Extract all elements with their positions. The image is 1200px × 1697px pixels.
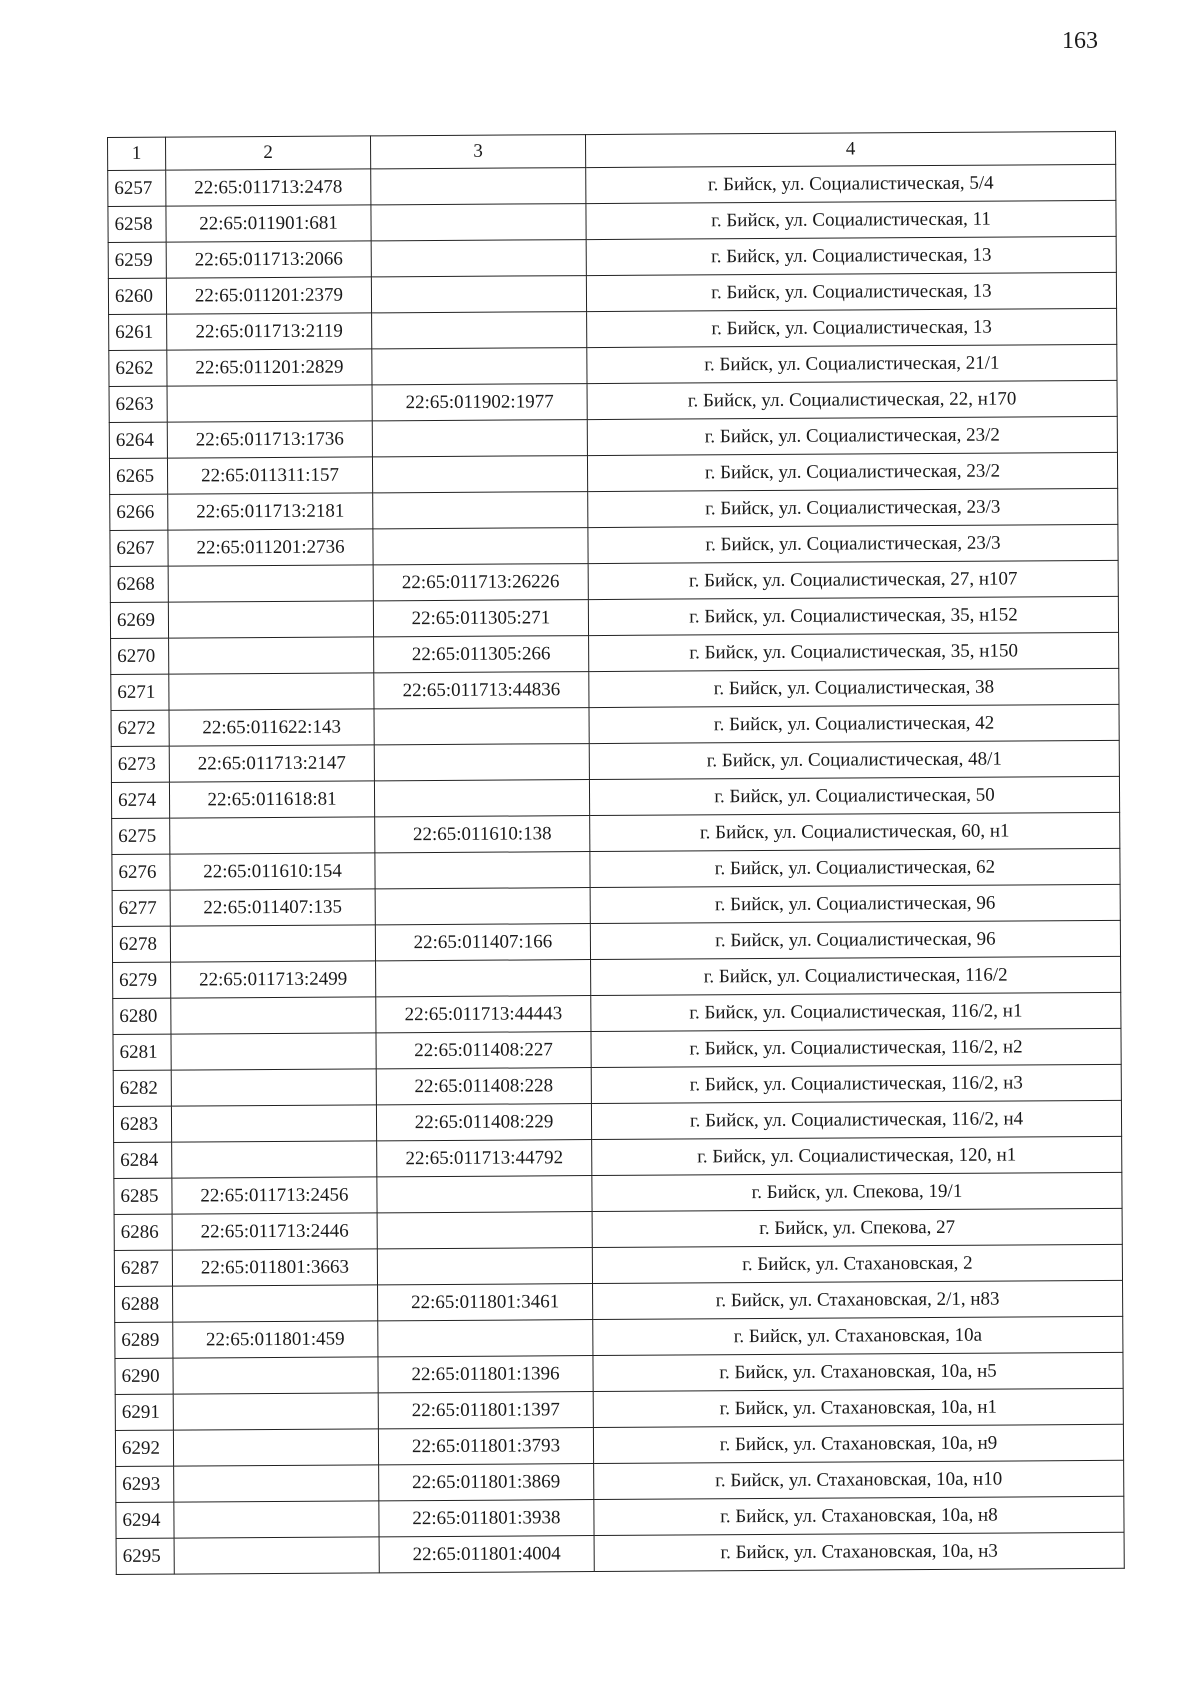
table-row — [112, 848, 1120, 890]
table-row — [109, 416, 1117, 458]
column-header-2: 2 — [166, 136, 371, 170]
row-number-cell: 6292 — [115, 1430, 173, 1466]
row-number-cell: 6267 — [110, 530, 168, 566]
address-cell: г. Бийск, ул. Социалистическая, 50 — [589, 776, 1119, 815]
row-number-cell: 6289 — [115, 1322, 173, 1358]
cadastral-number-alt-cell: 22:65:011801:3461 — [378, 1284, 593, 1321]
table-row — [116, 1532, 1124, 1574]
cadastral-number-alt-cell: 22:65:011801:3869 — [379, 1464, 594, 1501]
cadastral-number-cell: 22:65:011713:2456 — [172, 1177, 377, 1214]
row-number-cell: 6263 — [109, 386, 167, 422]
table-row — [111, 632, 1119, 674]
row-number-cell: 6274 — [111, 782, 169, 818]
address-cell: г. Бийск, ул. Социалистическая, 116/2, н2 — [591, 1028, 1121, 1067]
address-cell: г. Бийск, ул. Спекова, 27 — [592, 1208, 1122, 1247]
cadastral-number-alt-cell — [376, 960, 591, 997]
cadastral-number-cell: 22:65:011713:2446 — [172, 1213, 377, 1250]
address-cell: г. Бийск, ул. Стахановская, 10а, н5 — [593, 1352, 1123, 1391]
cadastral-number-cell — [171, 997, 376, 1034]
cadastral-number-cell — [171, 1069, 376, 1106]
address-cell: г. Бийск, ул. Социалистическая, 116/2, н3 — [591, 1064, 1121, 1103]
column-header-3: 3 — [370, 135, 585, 169]
row-number-cell: 6278 — [112, 926, 170, 962]
table-row — [115, 1424, 1123, 1466]
table-row — [109, 344, 1117, 386]
address-cell: г. Бийск, ул. Социалистическая, 23/3 — [588, 488, 1118, 527]
row-number-cell: 6282 — [113, 1070, 171, 1106]
address-cell: г. Бийск, ул. Социалистическая, 116/2, н1 — [591, 992, 1121, 1031]
cadastral-number-alt-cell — [374, 744, 589, 781]
cadastral-number-cell — [169, 673, 374, 710]
cadastral-number-cell — [170, 925, 375, 962]
cadastral-number-cell: 22:65:011201:2829 — [167, 349, 372, 386]
table-row — [109, 452, 1117, 494]
address-cell: г. Бийск, ул. Социалистическая, 96 — [590, 884, 1120, 923]
cadastral-number-alt-cell — [375, 852, 590, 889]
cadastral-number-cell: 22:65:011713:2499 — [171, 961, 376, 998]
address-cell: г. Бийск, ул. Социалистическая, 13 — [586, 236, 1116, 275]
cadastral-number-alt-cell: 22:65:011801:3938 — [379, 1500, 594, 1537]
table-row — [115, 1352, 1123, 1394]
row-number-cell: 6281 — [113, 1034, 171, 1070]
cadastral-number-alt-cell — [372, 456, 587, 493]
row-number-cell: 6287 — [114, 1250, 172, 1286]
address-cell: г. Бийск, ул. Стахановская, 10а, н8 — [594, 1496, 1124, 1535]
table-row — [113, 992, 1121, 1034]
table-row — [110, 488, 1118, 530]
cadastral-number-alt-cell: 22:65:011408:228 — [376, 1068, 591, 1105]
cadastral-number-cell: 22:65:011713:2147 — [169, 745, 374, 782]
cadastral-number-cell: 22:65:011618:81 — [169, 781, 374, 818]
address-cell: г. Бийск, ул. Спекова, 19/1 — [592, 1172, 1122, 1211]
cadastral-number-alt-cell — [378, 1320, 593, 1357]
cadastral-number-alt-cell: 22:65:011407:166 — [375, 924, 590, 961]
cadastral-number-cell: 22:65:011407:135 — [170, 889, 375, 926]
table-row — [110, 596, 1118, 638]
address-cell: г. Бийск, ул. Стахановская, 10а, н1 — [593, 1388, 1123, 1427]
table-row — [113, 1064, 1121, 1106]
table-row — [108, 200, 1116, 242]
table-row — [114, 1208, 1122, 1250]
table-row — [110, 524, 1118, 566]
cadastral-number-cell: 22:65:011713:1736 — [167, 421, 372, 458]
table-row — [109, 380, 1117, 422]
address-cell: г. Бийск, ул. Социалистическая, 120, н1 — [592, 1136, 1122, 1175]
cadastral-number-alt-cell — [372, 420, 587, 457]
cadastral-number-alt-cell: 22:65:011801:3793 — [378, 1428, 593, 1465]
address-cell: г. Бийск, ул. Стахановская, 10а, н10 — [594, 1460, 1124, 1499]
address-cell: г. Бийск, ул. Социалистическая, 116/2, н4 — [591, 1100, 1121, 1139]
table-row — [115, 1316, 1123, 1358]
table-row — [114, 1136, 1122, 1178]
table-row — [108, 164, 1116, 206]
cadastral-number-cell — [172, 1141, 377, 1178]
row-number-cell: 6275 — [112, 818, 170, 854]
cadastral-number-cell: 22:65:011201:2379 — [166, 277, 371, 314]
address-cell: г. Бийск, ул. Социалистическая, 116/2 — [591, 956, 1121, 995]
cadastral-number-alt-cell: 22:65:011713:26226 — [373, 564, 588, 601]
table-row — [116, 1460, 1124, 1502]
table-row — [112, 884, 1120, 926]
cadastral-number-alt-cell: 22:65:011801:4004 — [379, 1536, 594, 1573]
cadastral-number-cell — [174, 1537, 379, 1574]
row-number-cell: 6286 — [114, 1214, 172, 1250]
row-number-cell: 6270 — [111, 638, 169, 674]
cadastral-number-alt-cell: 22:65:011713:44792 — [377, 1140, 592, 1177]
cadastral-number-alt-cell — [371, 240, 586, 277]
address-cell: г. Бийск, ул. Социалистическая, 42 — [589, 704, 1119, 743]
cadastral-number-alt-cell: 22:65:011610:138 — [375, 816, 590, 853]
cadastral-number-alt-cell: 22:65:011305:271 — [373, 600, 588, 637]
address-cell: г. Бийск, ул. Социалистическая, 23/2 — [587, 452, 1117, 491]
table-row — [112, 920, 1120, 962]
cadastral-number-cell: 22:65:011901:681 — [166, 205, 371, 242]
cadastral-number-cell — [173, 1429, 378, 1466]
cadastral-number-cell — [171, 1105, 376, 1142]
row-number-cell: 6291 — [115, 1394, 173, 1430]
cadastral-number-alt-cell — [373, 492, 588, 529]
cadastral-number-alt-cell — [372, 348, 587, 385]
cadastral-number-cell: 22:65:011610:154 — [170, 853, 375, 890]
row-number-cell: 6295 — [116, 1538, 174, 1574]
address-cell: г. Бийск, ул. Социалистическая, 23/3 — [588, 524, 1118, 563]
column-header-1: 1 — [108, 137, 166, 170]
row-number-cell: 6271 — [111, 674, 169, 710]
table-row — [115, 1280, 1123, 1322]
row-number-cell: 6290 — [115, 1358, 173, 1394]
table-row — [114, 1172, 1122, 1214]
row-number-cell: 6294 — [116, 1502, 174, 1538]
table-row — [108, 272, 1116, 314]
cadastral-number-cell: 22:65:011201:2736 — [168, 529, 373, 566]
row-number-cell: 6285 — [114, 1178, 172, 1214]
row-number-cell: 6277 — [112, 890, 170, 926]
cadastral-number-cell — [174, 1501, 379, 1538]
cadastral-number-alt-cell — [377, 1176, 592, 1213]
cadastral-number-alt-cell — [372, 312, 587, 349]
cadastral-number-cell — [174, 1465, 379, 1502]
cadastral-number-alt-cell: 22:65:011408:229 — [376, 1104, 591, 1141]
address-cell: г. Бийск, ул. Социалистическая, 62 — [590, 848, 1120, 887]
column-header-4: 4 — [585, 131, 1115, 167]
cadastral-number-cell — [169, 637, 374, 674]
cadastral-number-alt-cell — [374, 780, 589, 817]
table-body — [108, 164, 1125, 1574]
row-number-cell: 6259 — [108, 242, 166, 278]
row-number-cell: 6262 — [109, 350, 167, 386]
cadastral-number-alt-cell — [377, 1212, 592, 1249]
cadastral-number-alt-cell: 22:65:011713:44443 — [376, 996, 591, 1033]
row-number-cell: 6258 — [108, 206, 166, 242]
row-number-cell: 6273 — [111, 746, 169, 782]
table-row — [113, 956, 1121, 998]
row-number-cell: 6280 — [113, 998, 171, 1034]
row-number-cell: 6268 — [110, 566, 168, 602]
address-cell: г. Бийск, ул. Социалистическая, 27, н107 — [588, 560, 1118, 599]
cadastral-number-cell — [173, 1285, 378, 1322]
cadastral-number-cell: 22:65:011713:2119 — [167, 313, 372, 350]
cadastral-number-alt-cell: 22:65:011713:44836 — [374, 672, 589, 709]
row-number-cell: 6264 — [109, 422, 167, 458]
cadastral-number-alt-cell: 22:65:011801:1397 — [378, 1392, 593, 1429]
cadastral-number-alt-cell: 22:65:011408:227 — [376, 1032, 591, 1069]
row-number-cell: 6272 — [111, 710, 169, 746]
cadastral-number-cell: 22:65:011801:459 — [173, 1321, 378, 1358]
table-row — [111, 740, 1119, 782]
cadastral-number-cell — [171, 1033, 376, 1070]
address-cell: г. Бийск, ул. Социалистическая, 96 — [590, 920, 1120, 959]
row-number-cell: 6293 — [116, 1466, 174, 1502]
table-row — [109, 308, 1117, 350]
cadastral-number-alt-cell — [377, 1248, 592, 1285]
address-cell: г. Бийск, ул. Социалистическая, 13 — [586, 272, 1116, 311]
registry-table — [107, 131, 1125, 1575]
address-cell: г. Бийск, ул. Социалистическая, 48/1 — [589, 740, 1119, 779]
cadastral-number-cell — [173, 1357, 378, 1394]
row-number-cell: 6279 — [113, 962, 171, 998]
address-cell: г. Бийск, ул. Социалистическая, 13 — [587, 308, 1117, 347]
address-cell: г. Бийск, ул. Социалистическая, 11 — [586, 200, 1116, 239]
row-number-cell: 6269 — [110, 602, 168, 638]
cadastral-number-cell — [168, 565, 373, 602]
address-cell: г. Бийск, ул. Социалистическая, 21/1 — [587, 344, 1117, 383]
row-number-cell: 6266 — [110, 494, 168, 530]
table-row — [111, 776, 1119, 818]
table-row — [113, 1100, 1121, 1142]
cadastral-number-cell: 22:65:011311:157 — [167, 457, 372, 494]
address-cell: г. Бийск, ул. Стахановская, 10а, н3 — [594, 1532, 1124, 1571]
cadastral-number-alt-cell: 22:65:011902:1977 — [372, 384, 587, 421]
cadastral-number-alt-cell — [375, 888, 590, 925]
cadastral-number-cell: 22:65:011801:3663 — [172, 1249, 377, 1286]
address-cell: г. Бийск, ул. Социалистическая, 35, н150 — [589, 632, 1119, 671]
cadastral-number-cell: 22:65:011713:2478 — [166, 169, 371, 206]
row-number-cell: 6261 — [109, 314, 167, 350]
page-number: 163 — [1062, 28, 1098, 54]
table-row — [110, 560, 1118, 602]
address-cell: г. Бийск, ул. Стахановская, 2/1, н83 — [593, 1280, 1123, 1319]
address-cell: г. Бийск, ул. Социалистическая, 22, н170 — [587, 380, 1117, 419]
cadastral-number-alt-cell: 22:65:011305:266 — [374, 636, 589, 673]
row-number-cell: 6265 — [109, 458, 167, 494]
table-row — [113, 1028, 1121, 1070]
address-cell: г. Бийск, ул. Социалистическая, 60, н1 — [590, 812, 1120, 851]
cadastral-number-cell: 22:65:011713:2066 — [166, 241, 371, 278]
table-row — [115, 1388, 1123, 1430]
table-row — [108, 236, 1116, 278]
address-cell: г. Бийск, ул. Социалистическая, 38 — [589, 668, 1119, 707]
table-row — [114, 1244, 1122, 1286]
cadastral-number-cell — [170, 817, 375, 854]
address-cell: г. Бийск, ул. Стахановская, 10а, н9 — [593, 1424, 1123, 1463]
address-cell: г. Бийск, ул. Стахановская, 2 — [592, 1244, 1122, 1283]
row-number-cell: 6283 — [113, 1106, 171, 1142]
address-cell: г. Бийск, ул. Стахановская, 10а — [593, 1316, 1123, 1355]
cadastral-number-cell — [173, 1393, 378, 1430]
table-row — [111, 668, 1119, 710]
row-number-cell: 6257 — [108, 170, 166, 206]
address-cell: г. Бийск, ул. Социалистическая, 5/4 — [586, 164, 1116, 203]
cadastral-number-alt-cell — [371, 204, 586, 241]
cadastral-number-alt-cell: 22:65:011801:1396 — [378, 1356, 593, 1393]
cadastral-number-cell: 22:65:011622:143 — [169, 709, 374, 746]
table-row — [116, 1496, 1124, 1538]
cadastral-number-cell — [168, 601, 373, 638]
table-row — [112, 812, 1120, 854]
cadastral-number-alt-cell — [371, 168, 586, 205]
address-cell: г. Бийск, ул. Социалистическая, 23/2 — [587, 416, 1117, 455]
table-row — [111, 704, 1119, 746]
cadastral-number-alt-cell — [373, 528, 588, 565]
cadastral-number-alt-cell — [371, 276, 586, 313]
cadastral-number-cell — [167, 385, 372, 422]
address-cell: г. Бийск, ул. Социалистическая, 35, н152 — [588, 596, 1118, 635]
row-number-cell: 6276 — [112, 854, 170, 890]
row-number-cell: 6284 — [114, 1142, 172, 1178]
row-number-cell: 6260 — [108, 278, 166, 314]
row-number-cell: 6288 — [115, 1286, 173, 1322]
cadastral-number-cell: 22:65:011713:2181 — [168, 493, 373, 530]
cadastral-number-alt-cell — [374, 708, 589, 745]
